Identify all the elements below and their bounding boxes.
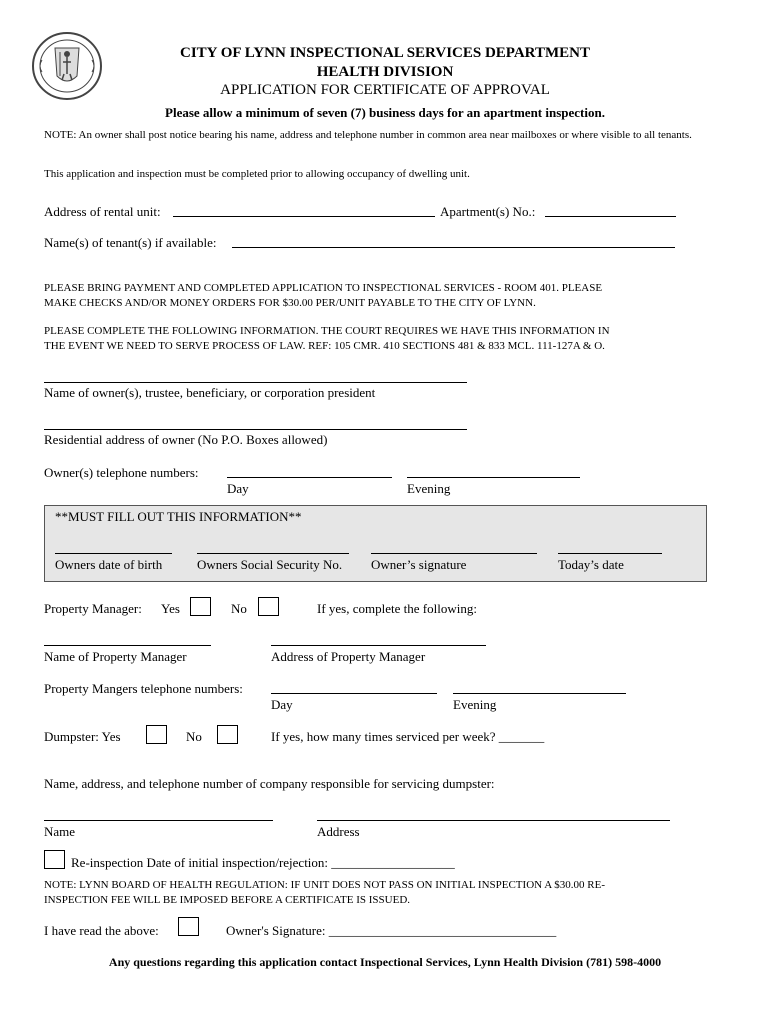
reinspection-date-label[interactable]: Re-inspection Date of initial inspection/rejection: ___________________: [71, 855, 455, 870]
reinspection-fee-note-line2: INSPECTION FEE WILL BE IMPOSED BEFORE A CERTIFICATE IS ISSUED.: [44, 894, 411, 906]
tenant-names-label: Name(s) of tenant(s) if available:: [44, 235, 217, 250]
owner-dob-field[interactable]: [55, 553, 172, 554]
completion-note: This application and inspection must be completed prior to allowing occupancy of dwelling unit.: [44, 168, 470, 180]
owner-ssn-label: Owners Social Security No.: [197, 557, 343, 572]
owner-day-phone-field[interactable]: [227, 477, 392, 478]
property-manager-address-label: Address of Property Manager: [271, 649, 426, 664]
property-manager-name-label: Name of Property Manager: [44, 649, 187, 664]
payment-instructions-line1: PLEASE BRING PAYMENT AND COMPLETED APPLICATION TO INSPECTIONAL SERVICES - ROOM 401. PLEASE: [44, 282, 603, 294]
dumpster-company-address-field[interactable]: [317, 820, 670, 821]
apartment-number-label: Apartment(s) No.:: [440, 204, 536, 219]
owner-signature-field[interactable]: [371, 553, 537, 554]
owner-posting-note: NOTE: An owner shall post notice bearing his name, address and telephone number in common area near mailboxes or where visible to all tenants.: [44, 129, 692, 141]
reinspection-fee-note-line1: NOTE: LYNN BOARD OF HEALTH REGULATION: IF UNIT DOES NOT PASS ON INITIAL INSPECTION A $30.00 RE-: [44, 879, 606, 891]
property-manager-day-label: Day: [271, 697, 293, 712]
processing-notice: Please allow a minimum of seven (7) business days for an apartment inspection.: [165, 105, 605, 120]
todays-date-field[interactable]: [558, 553, 662, 554]
dumpster-company-name-field[interactable]: [44, 820, 273, 821]
property-manager-day-phone-field[interactable]: [271, 693, 437, 694]
apartment-number-field[interactable]: [545, 216, 676, 217]
dumpster-company-label: Name, address, and telephone number of company responsible for servicing dumpster:: [44, 776, 495, 791]
court-notice-line2: THE EVENT WE NEED TO SERVE PROCESS OF LAW. REF: 105 CMR. 410 SECTIONS 481 & 833 MCL. 111-127A & O.: [44, 340, 605, 352]
property-manager-no-checkbox[interactable]: [258, 597, 279, 616]
dumpster-yes-label: Dumpster: Yes: [44, 729, 121, 744]
owner-evening-label: Evening: [407, 481, 451, 496]
owner-day-label: Day: [227, 481, 249, 496]
dumpster-service-frequency-label[interactable]: If yes, how many times serviced per week? _______: [271, 729, 545, 744]
owner-final-signature-label[interactable]: Owner's Signature: ___________________________________: [226, 923, 557, 938]
read-acknowledgement-label: I have read the above:: [44, 923, 159, 938]
owner-name-label: Name of owner(s), trustee, beneficiary, or corporation president: [44, 385, 376, 400]
contact-footer: Any questions regarding this application contact Inspectional Services, Lynn Health Division (781) 598-4000: [108, 955, 662, 969]
payment-instructions-line2: MAKE CHECKS AND/OR MONEY ORDERS FOR $30.00 PER/UNIT PAYABLE TO THE CITY OF LYNN.: [44, 297, 536, 309]
property-manager-label: Property Manager:: [44, 601, 142, 616]
dumpster-yes-checkbox[interactable]: [146, 725, 167, 744]
property-manager-evening-label: Evening: [453, 697, 497, 712]
owner-address-field[interactable]: [44, 429, 467, 430]
dumpster-no-label: No: [186, 729, 202, 744]
owner-ssn-field[interactable]: [197, 553, 349, 554]
dumpster-no-checkbox[interactable]: [217, 725, 238, 744]
owner-evening-phone-field[interactable]: [407, 477, 580, 478]
rental-address-field[interactable]: [173, 216, 435, 217]
owner-dob-label: Owners date of birth: [55, 557, 163, 572]
todays-date-label: Today’s date: [558, 557, 624, 572]
property-manager-yes-checkbox[interactable]: [190, 597, 211, 616]
court-notice-line1: PLEASE COMPLETE THE FOLLOWING INFORMATION. THE COURT REQUIRES WE HAVE THIS INFORMATION IN: [44, 325, 610, 337]
reinspection-checkbox[interactable]: [44, 850, 65, 869]
property-manager-phone-label: Property Mangers telephone numbers:: [44, 681, 243, 696]
property-manager-yes-label: Yes: [161, 601, 180, 616]
property-manager-if-yes-label: If yes, complete the following:: [317, 601, 477, 616]
dumpster-company-name-label: Name: [44, 824, 76, 839]
department-title: CITY OF LYNN INSPECTIONAL SERVICES DEPARTMENT: [180, 45, 590, 61]
rental-address-label: Address of rental unit:: [44, 204, 161, 219]
owner-address-label: Residential address of owner (No P.O. Boxes allowed): [44, 432, 328, 447]
property-manager-no-label: No: [231, 601, 247, 616]
property-manager-name-field[interactable]: [44, 645, 211, 646]
read-acknowledgement-checkbox[interactable]: [178, 917, 199, 936]
application-title: APPLICATION FOR CERTIFICATE OF APPROVAL: [220, 82, 550, 98]
tenant-names-field[interactable]: [232, 247, 675, 248]
required-info-heading: **MUST FILL OUT THIS INFORMATION**: [55, 509, 302, 524]
owner-name-field[interactable]: [44, 382, 467, 383]
property-manager-address-field[interactable]: [271, 645, 486, 646]
owner-signature-label: Owner’s signature: [371, 557, 467, 572]
owner-phone-label: Owner(s) telephone numbers:: [44, 465, 199, 480]
division-title: HEALTH DIVISION: [316, 64, 454, 80]
dumpster-company-address-label: Address: [317, 824, 360, 839]
property-manager-evening-phone-field[interactable]: [453, 693, 626, 694]
